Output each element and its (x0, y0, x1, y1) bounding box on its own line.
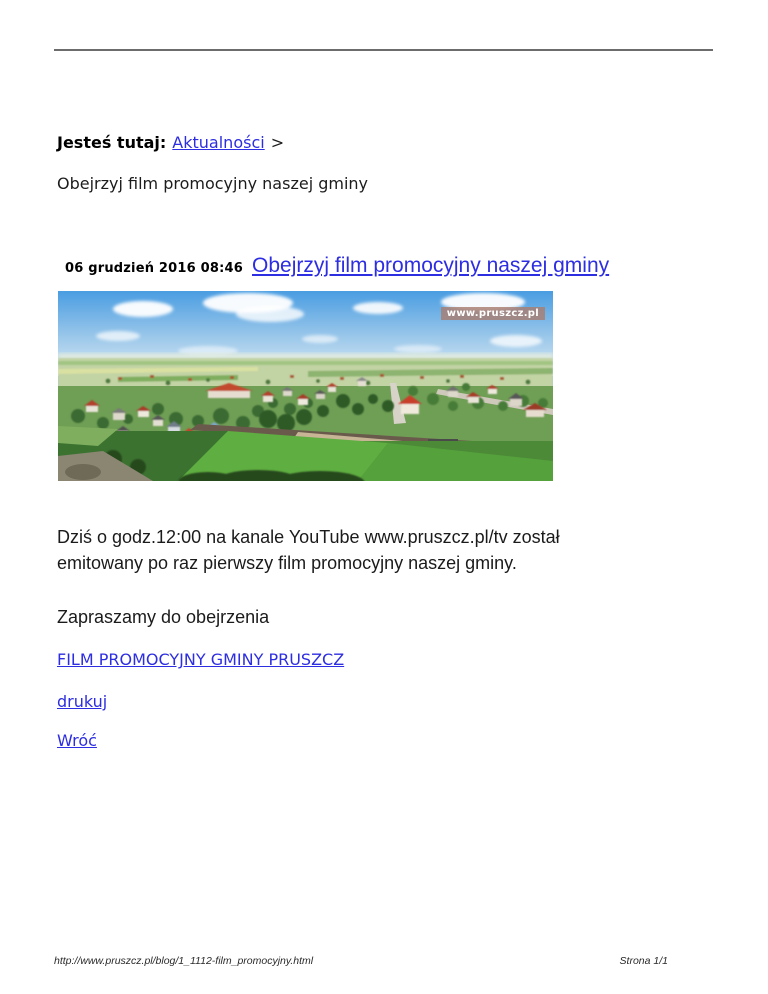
invite-text: Zapraszamy do obejrzenia (57, 607, 270, 627)
body-paragraph (57, 524, 560, 576)
article-title: Obejrzyj film promocyjny naszej gminy (57, 174, 369, 193)
breadcrumb-separator: > (270, 133, 285, 152)
body-line-1: Dziś o godz.12:00 na kanale YouTube www.pruszcz.pl/tv został (57, 527, 560, 547)
footer-url: http://www.pruszcz.pl/blog/1_1112-film_promocyjny.html (54, 955, 314, 967)
top-divider (54, 49, 713, 51)
promo-photo (58, 291, 553, 481)
breadcrumb-link-aktualnosci[interactable]: Aktualności (172, 133, 265, 152)
film-link[interactable]: FILM PROMOCYJNY GMINY PRUSZCZ (57, 650, 345, 669)
photo-watermark: www.pruszcz.pl (441, 307, 545, 320)
body-line-2: emitowany po raz pierwszy film promocyjny naszej gminy. (57, 553, 517, 573)
breadcrumb (57, 133, 284, 152)
post-title-link[interactable]: Obejrzyj film promocyjny naszej gminy (252, 254, 610, 277)
post-date: 06 grudzień 2016 08:46 (65, 261, 244, 276)
back-link[interactable]: Wróć (57, 731, 97, 750)
post-header (65, 254, 609, 278)
breadcrumb-label: Jesteś tutaj: (57, 133, 167, 152)
print-link[interactable]: drukuj (57, 692, 108, 711)
page-footer (0, 955, 768, 971)
footer-page-number: Strona 1/1 (619, 955, 668, 967)
